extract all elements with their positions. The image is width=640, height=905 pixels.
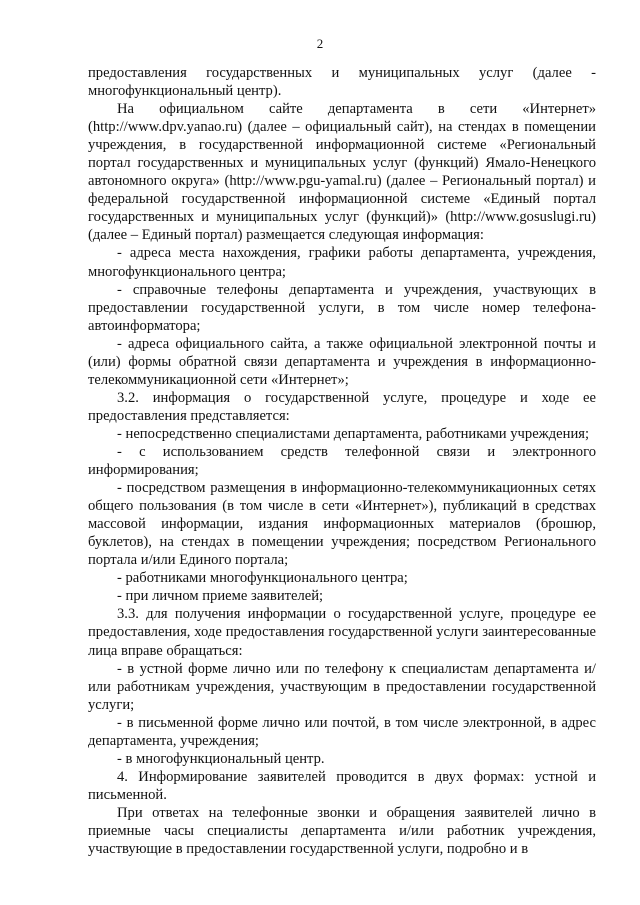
paragraph: - непосредственно специалистами департамента, работниками учреждения; — [117, 425, 590, 442]
paragraph: - работниками многофункционального центра; — [117, 570, 408, 587]
page-number: 2 — [316, 36, 324, 51]
paragraph: При ответах на телефонные звонки и обращения заявителей лично в приемные часы специалисты департамента и/или работник учреждения, участвующие в предоставлении государственной услуги, подробно и в — [88, 804, 596, 858]
document-body — [88, 64, 596, 858]
paragraph: На официальном сайте департамента в сети «Интернет» (http://www.dpv.yanao.ru) (далее – официальный сайт), на стендах в помещении учреждения, в государственной информационной системе «Региональный портал государственных и муниципальных услуг (функций) Ямало-Ненецкого автономного округа» (http://www.pgu-yamal.ru) (далее – Региональный портал) и федеральной государственной информационной системе «Единый портал государственных и муниципальных услуг (функций)» (http://www.gosuslugi.ru) (далее – Единый портал) размещается следующая информация: — [88, 101, 596, 244]
paragraph: - адреса официального сайта, а также официальной электронной почты и (или) формы обратной связи департамента и учреждения в информационно-телекоммуникационной сети «Интернет»; — [88, 335, 596, 388]
paragraph: - при личном приеме заявителей; — [117, 588, 324, 605]
paragraph: - справочные телефоны департамента и учреждения, участвующих в предоставлении государственной услуги, в том числе номер телефона-автоинформатора; — [88, 281, 596, 334]
paragraph: - адреса места нахождения, графики работы департамента, учреждения, многофункционального центра; — [88, 245, 596, 280]
paragraph: - с использованием средств телефонной связи и электронного информирования; — [88, 443, 596, 479]
paragraph: - в многофункциональный центр. — [117, 750, 325, 767]
paragraph: предоставления государственных и муниципальных услуг (далее - многофункциональный центр). — [88, 65, 596, 100]
paragraph: - в письменной форме лично или почтой, в том числе электронной, в адрес департамента, учреждения; — [88, 714, 596, 749]
paragraph: 3.3. для получения информации о государственной услуге, процедуре ее предоставления, ходе предоставления государственной услуги заинтересованные лица вправе обращаться: — [88, 606, 596, 659]
paragraph: - посредством размещения в информационно-телекоммуникационных сетях общего пользования (в том числе в сети «Интернет»), публикаций в средствах массовой информации, издания информационных материалов (брошюр, буклетов), на стендах в помещении учреждения; посредством Регионального портала и/или Единого портала; — [88, 480, 596, 569]
paragraph: - в устной форме лично или по телефону к специалистам департамента и/или работникам учреждения, участвующим в предоставлении государственной услуги; — [88, 660, 596, 713]
paragraph: 4. Информирование заявителей проводится в двух формах: устной и письменной. — [88, 768, 596, 803]
paragraph: 3.2. информация о государственной услуге, процедуре и ходе ее предоставления представляется: — [88, 389, 596, 424]
